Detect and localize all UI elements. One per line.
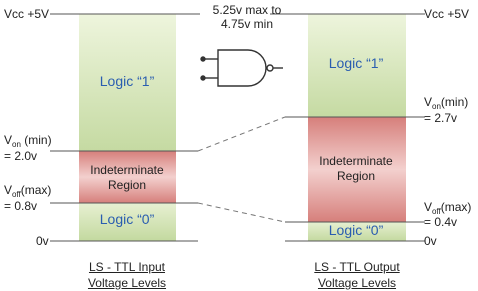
output-indeterminate-line2: Region <box>336 169 376 183</box>
dashed-connectors <box>198 117 285 222</box>
input-voff-label: $V_{off}(\max)$ <box>4 183 52 199</box>
output-voff-value: = 0.4v <box>424 215 458 229</box>
input-voff-value: = 0.8v <box>4 199 38 213</box>
input-zero-label: 0v <box>36 234 49 248</box>
output-vcc-label: Vcc +5V <box>424 7 470 21</box>
nand-gate-icon <box>201 50 283 86</box>
output-von-label: $V_{on}(\min)$ <box>424 95 469 111</box>
input-indeterminate-band <box>79 151 176 203</box>
input-caption-line1: LS - TTL Input <box>88 260 166 274</box>
output-logic0-label: Logic “0” <box>328 222 384 238</box>
input-von-value: = 2.0v <box>4 149 38 163</box>
output-logic1-label: Logic “1” <box>328 55 384 71</box>
input-logic0-label: Logic “0” <box>99 211 155 227</box>
output-indeterminate-line1: Indeterminate <box>319 154 393 168</box>
input-indeterminate-line2: Region <box>107 178 147 192</box>
output-caption-line2: Voltage Levels <box>317 276 397 290</box>
input-von-label: $V_{on}$ (min) <box>4 133 52 149</box>
input-indeterminate-line1: Indeterminate <box>90 163 164 177</box>
output-von-value: = 2.7v <box>424 111 458 125</box>
output-zero-label: 0v <box>424 234 437 248</box>
output-caption-line1: LS - TTL Output <box>314 260 400 274</box>
input-caption-line2: Voltage Levels <box>87 276 167 290</box>
supply-range-line2: 4.75v min <box>220 17 274 31</box>
input-vcc-label: Vcc +5V <box>4 7 50 21</box>
output-voff-label: $V_{off}(\max)$ <box>424 200 472 216</box>
supply-range-line1: 5.25v max to <box>212 3 282 17</box>
input-logic1-label: Logic “1” <box>99 73 155 89</box>
